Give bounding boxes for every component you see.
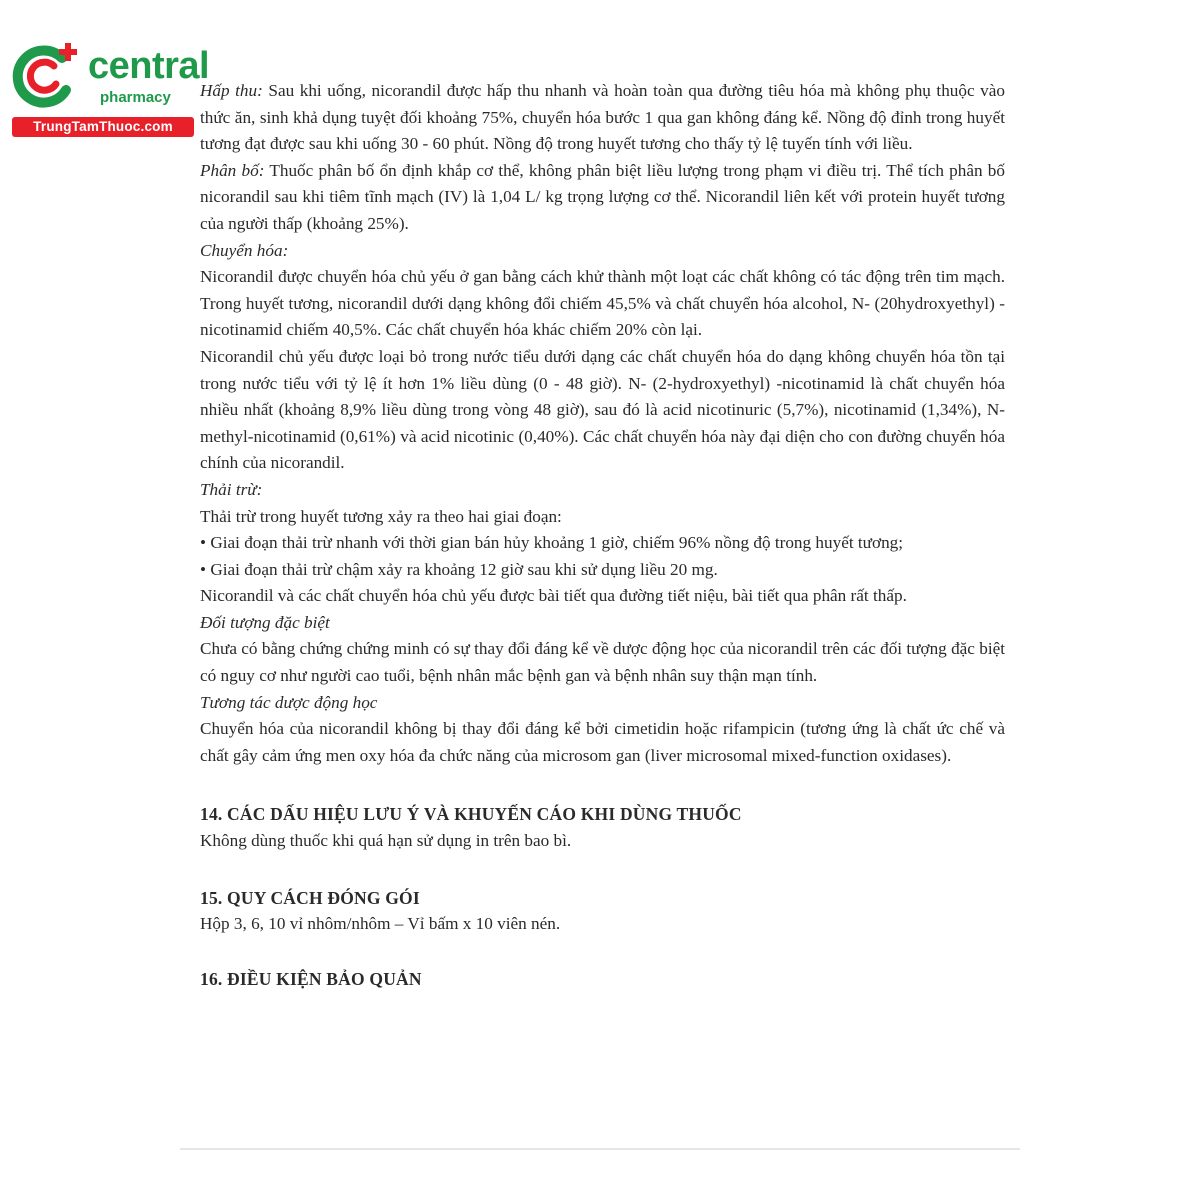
heading-special-populations: Đối tượng đặc biệt <box>200 612 330 632</box>
bullet-fast-phase: • Giai đoạn thải trừ nhanh với thời gian bán hủy khoảng 1 giờ, chiếm 96% nồng độ trong huyết tương; <box>200 533 904 553</box>
paragraph-metabolism-2: Nicorandil chủ yếu được loại bỏ trong nước tiểu dưới dạng các chất chuyển hóa do dạng không chuyển hóa tồn tại trong nước tiểu với tỷ lệ ít hơn 1% liều dùng (0 - 48 giờ). N- (2-hydroxyethyl) -nicotinamid là chất chuyển hóa nhiều nhất (khoảng 8,9% liều dùng trong vòng 48 giờ), sau đó là acid nicotinuric (5,7%), nicotinamid (1,34%), N-methyl-nicotinamid (0,61%) và acid nicotinic (0,40%). Các chất chuyển hóa này đại diện cho con đường chuyển hóa chính của nicorandil. <box>200 346 1005 473</box>
paragraph-elimination-intro: Thải trừ trong huyết tương xảy ra theo hai giai đoạn: <box>200 506 562 526</box>
section-14-text: Không dùng thuốc khi quá hạn sử dụng in trên bao bì. <box>200 831 572 851</box>
paragraph-distribution <box>200 158 1005 238</box>
section-14-title: 14. CÁC DẤU HIỆU LƯU Ý VÀ KHUYẾN CÁO KHI DÙNG THUỐC <box>200 804 742 825</box>
page-bottom-edge <box>180 1148 1020 1150</box>
document-body <box>200 78 1005 992</box>
bullet-slow-phase: • Giai đoạn thải trừ chậm xảy ra khoảng 12 giờ sau khi sử dụng liều 20 mg. <box>200 559 718 579</box>
section-15-text: Hộp 3, 6, 10 vỉ nhôm/nhôm – Vỉ bấm x 10 viên nén. <box>200 914 561 934</box>
label-absorption: Hấp thu: <box>200 81 263 100</box>
heading-pk-interactions: Tương tác dược động học <box>200 692 378 712</box>
paragraph-absorption <box>200 78 1005 158</box>
label-distribution: Phân bố: <box>200 160 265 180</box>
section-16-title: 16. ĐIỀU KIỆN BẢO QUẢN <box>200 968 422 989</box>
text-absorption: Sau khi uống, nicorandil được hấp thu nhanh và hoàn toàn qua đường tiêu hóa mà không phụ thuộc vào thức ăn, sinh khả dụng tuyệt đối khoảng 75%, chuyển hóa bước 1 qua gan không đáng kể. Nồng độ đỉnh trong huyết tương đạt được sau khi uống 30 - 60 phút. Nồng độ trong huyết tương cho thấy tỷ lệ tuyến tính với liều. <box>200 81 1005 154</box>
paragraph-metabolism-1: Nicorandil được chuyển hóa chủ yếu ở gan bằng cách khử thành một loạt các chất không có tác động trên tim mạch. Trong huyết tương, nicorandil dưới dạng không đổi chiếm 45,5% và chất chuyển hóa alcohol, N- (20hydroxyethyl) - nicotinamid chiếm 40,5%. Các chất chuyển hóa khác chiếm 20% còn lại. <box>200 267 1005 340</box>
heading-elimination: Thải trừ: <box>200 479 263 499</box>
paragraph-excretion: Nicorandil và các chất chuyển hóa chủ yếu được bài tiết qua đường tiết niệu, bài tiết qua phân rất thấp. <box>200 586 907 606</box>
logo-subtitle: pharmacy <box>100 89 171 106</box>
heading-metabolism: Chuyển hóa: <box>200 240 289 260</box>
pharmacy-logo-icon <box>10 40 82 112</box>
paragraph-special-populations: Chưa có bằng chứng chứng minh có sự thay đổi đáng kể về dược động học của nicorandil trên các đối tượng đặc biệt có nguy cơ như người cao tuổi, bệnh nhân mắc bệnh gan và bệnh nhân suy thận mạn tính. <box>200 639 1005 686</box>
website-badge: TrungTamThuoc.com <box>12 117 194 137</box>
section-15-title: 15. QUY CÁCH ĐÓNG GÓI <box>200 887 420 908</box>
text-distribution: Thuốc phân bố ổn định khắp cơ thể, không phân biệt liều lượng trong phạm vi điều trị. Thể tích phân bố nicorandil sau khi tiêm tĩnh mạch (IV) là 1,04 L/ kg trọng lượng cơ thể. Nicorandil liên kết với protein huyết tương của người thấp (khoảng 25%). <box>200 160 1005 233</box>
logo-name: central <box>88 45 210 87</box>
paragraph-pk-interactions: Chuyển hóa của nicorandil không bị thay đổi đáng kể bởi cimetidin hoặc rifampicin (tương ứng là chất ức chế và chất gây cảm ứng men oxy hóa đa chức năng của microsom gan (liver microsomal mixed-function oxidases). <box>200 719 1005 765</box>
